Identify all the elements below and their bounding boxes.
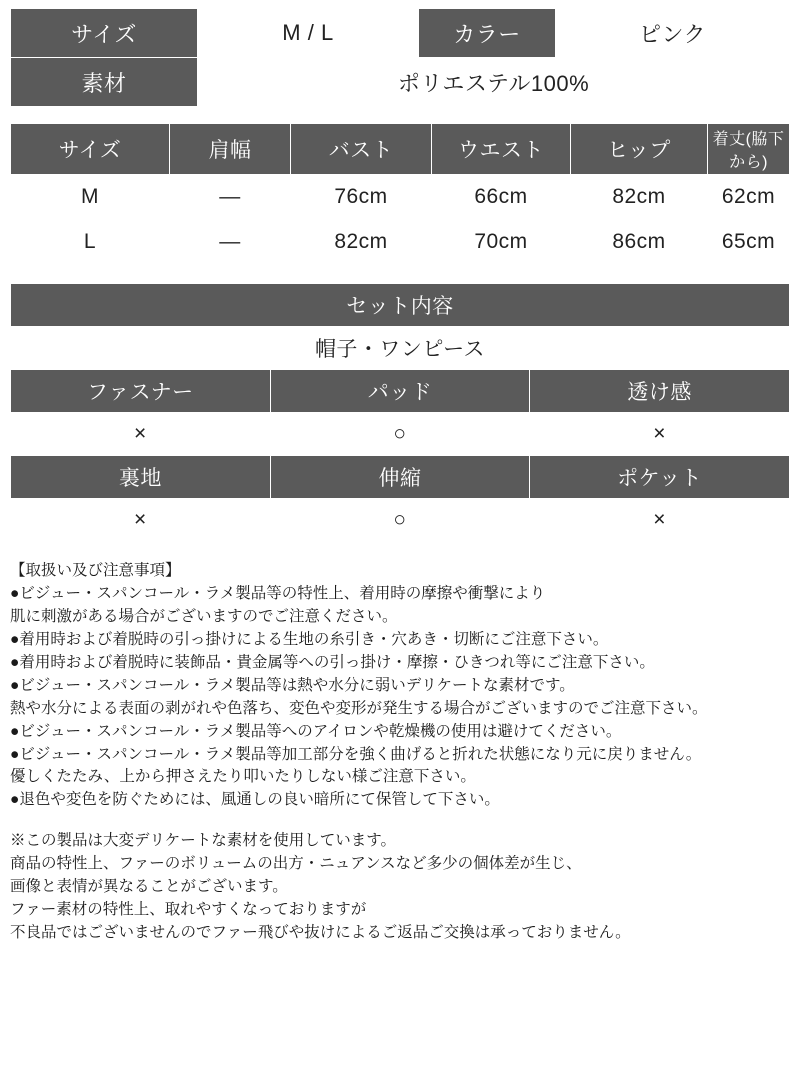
cell-bust-m: 76cm (291, 175, 432, 220)
table-row (11, 175, 790, 220)
set-contents-title: セット内容 (11, 284, 790, 327)
value-lining: × (11, 499, 271, 542)
notes-line: ●着用時および着脱時の引っ掛けによる生地の糸引き・穴あき・切断にご注意下さい。 (10, 630, 609, 648)
cell-shoulder-m: — (170, 175, 291, 220)
notes-line: 画像と表情が異なることがございます。 (10, 878, 288, 896)
notes-line: 熱や水分による表面の剥がれや色落ち、変色や変形が発生する場合がございますのでご注意下さい。 (10, 699, 708, 717)
notes-line: 不良品ではございませんのでファー飛びや抜けによるご返品ご交換は承っておりません。 (10, 924, 631, 942)
table-row (11, 327, 790, 370)
col-stretch: 伸縮 (270, 456, 530, 499)
col-bust: バスト (291, 124, 432, 175)
table-header-row (11, 370, 790, 413)
set-contents-value: 帽子・ワンピース (11, 327, 790, 370)
table-row (11, 413, 790, 456)
notes-line: ●ビジュー・スパンコール・ラメ製品等加工部分を強く曲げると折れた状態になり元に戻りません。 (10, 745, 702, 763)
value-material: ポリエステル100% (198, 58, 790, 107)
label-color: カラー (419, 9, 556, 58)
value-sheerness: × (530, 413, 790, 456)
cell-size-l: L (11, 220, 170, 265)
value-pocket: × (530, 499, 790, 542)
notes-line: ●ビジュー・スパンコール・ラメ製品等の特性上、着用時の摩擦や衝撃により (10, 584, 546, 602)
notes-line: 優しくたたみ、上から押さえたり叩いたりしない様ご注意下さい。 (10, 768, 476, 786)
notes-line: ●ビジュー・スパンコール・ラメ製品等へのアイロンや乾燥機の使用は避けてください。 (10, 722, 622, 740)
col-sheerness: 透け感 (530, 370, 790, 413)
table-row (11, 499, 790, 542)
col-lining: 裏地 (11, 456, 271, 499)
col-hip: ヒップ (571, 124, 708, 175)
col-shoulder: 肩幅 (170, 124, 291, 175)
notes-line: ●退色や変色を防ぐためには、風通しの良い暗所にて保管して下さい。 (10, 791, 500, 809)
value-color: ピンク (556, 9, 790, 58)
col-zipper: ファスナー (11, 370, 271, 413)
basic-info-table (10, 8, 790, 107)
cell-shoulder-l: — (170, 220, 291, 265)
value-pad: ○ (270, 413, 530, 456)
cell-length-m: 62cm (708, 175, 790, 220)
col-size: サイズ (11, 124, 170, 175)
notes-section (10, 560, 790, 945)
notes-secondary-block (10, 830, 790, 945)
cell-hip-l: 86cm (571, 220, 708, 265)
col-waist: ウエスト (432, 124, 571, 175)
notes-line: 商品の特性上、ファーのボリュームの出方・ニュアンスなど多少の個体差が生じ、 (10, 855, 582, 873)
cell-waist-m: 66cm (432, 175, 571, 220)
col-pocket: ポケット (530, 456, 790, 499)
table-row (11, 284, 790, 327)
table-header-row (11, 456, 790, 499)
notes-title: 【取扱い及び注意事項】 (10, 562, 181, 579)
notes-line: 肌に刺激がある場合がございますのでご注意ください。 (10, 607, 398, 625)
col-pad: パッド (270, 370, 530, 413)
cell-hip-m: 82cm (571, 175, 708, 220)
notes-line: ※この製品は大変デリケートな素材を使用しています。 (10, 832, 396, 850)
set-contents-table (10, 283, 790, 542)
table-header-row (11, 124, 790, 175)
notes-line: ●着用時および着脱時に装飾品・貴金属等への引っ掛け・摩擦・ひきつれ等にご注意下さい。 (10, 653, 655, 671)
col-length: 着丈(脇下から) (708, 124, 790, 175)
notes-line: ●ビジュー・スパンコール・ラメ製品等は熱や水分に弱いデリケートな素材です。 (10, 676, 575, 694)
table-row (11, 9, 790, 58)
cell-length-l: 65cm (708, 220, 790, 265)
cell-size-m: M (11, 175, 170, 220)
size-chart-table (10, 123, 790, 265)
cell-waist-l: 70cm (432, 220, 571, 265)
value-size: M / L (198, 9, 419, 58)
value-stretch: ○ (270, 499, 530, 542)
value-zipper: × (11, 413, 271, 456)
label-size: サイズ (11, 9, 198, 58)
notes-line: ファー素材の特性上、取れやすくなっておりますが (10, 901, 367, 919)
label-material: 素材 (11, 58, 198, 107)
table-row (11, 58, 790, 107)
table-row (11, 220, 790, 265)
cell-bust-l: 82cm (291, 220, 432, 265)
